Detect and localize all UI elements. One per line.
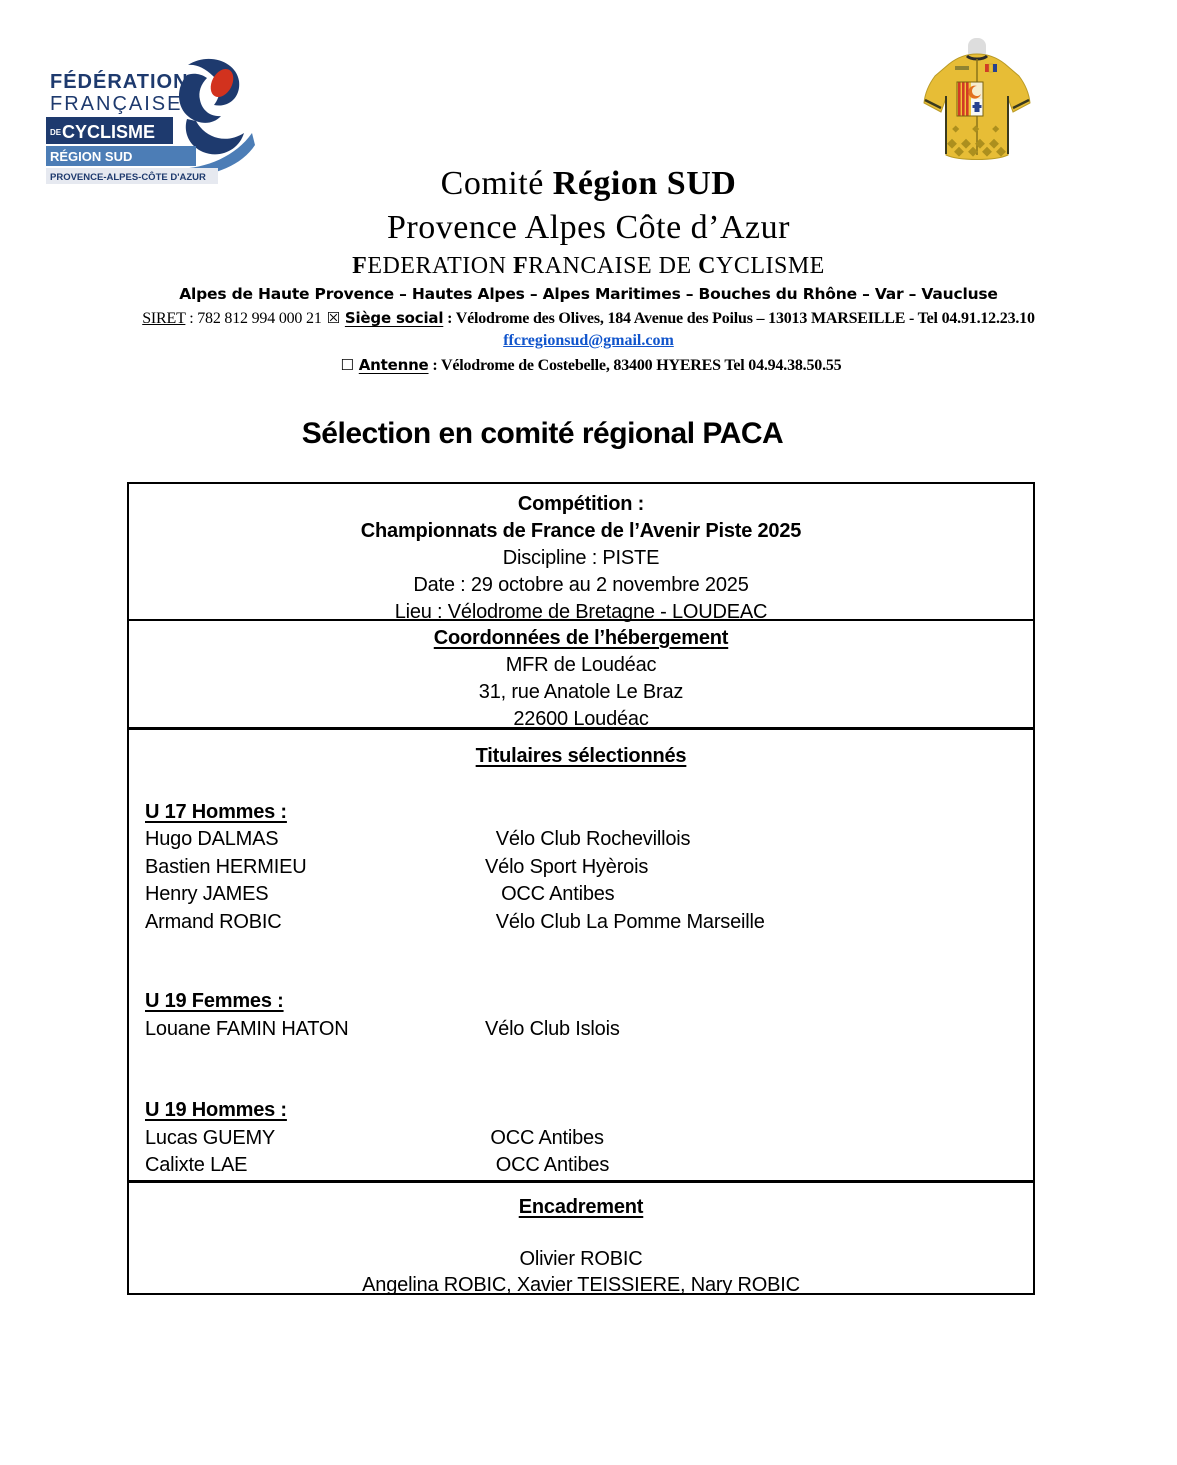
encadrement-line: Angelina ROBIC, Xavier TEISSIERE, Nary ROBIC (362, 1273, 800, 1296)
spacer (129, 1043, 1033, 1097)
checked-checkbox-icon: ☒ (326, 309, 340, 327)
titulaires-section (129, 730, 1033, 1183)
logo-federation-text: FÉDÉRATION (50, 71, 189, 93)
selection-table (127, 482, 1035, 1295)
antenne-line (0, 352, 1177, 379)
rider-row (129, 881, 1033, 909)
siege-social-address: : Vélodrome des Olives, 184 Avenue des Poilus – 13013 MARSEILLE - Tel 04.91.12.23.10 (443, 310, 1035, 327)
encadrement-title: Encadrement (518, 1195, 644, 1218)
departments-line: Alpes de Haute Provence – Hautes Alpes – Alpes Maritimes – Bouches du Rhône – Var – Vaucluse (179, 285, 998, 303)
rider-club: Vélo Club La Pomme Marseille (485, 910, 765, 933)
logo-francaise-text: FRANÇAISE (50, 93, 183, 115)
competition-lieu: Lieu : Vélodrome de Bretagne - LOUDEAC (394, 601, 768, 623)
committee-title-regular: Comité (440, 165, 553, 202)
rider-name: Lucas GUEMY (145, 1126, 276, 1149)
rider-name: Armand ROBIC (145, 910, 282, 933)
rider-row (129, 909, 1033, 937)
rider-club: Vélo Club Rochevillois (485, 828, 691, 850)
hebergement-line: 31, rue Anatole Le Braz (478, 681, 684, 703)
competition-label: Compétition : (517, 493, 645, 515)
rider-name: Henry JAMES (145, 883, 269, 905)
logo-paca-text: PROVENCE-ALPES-CÔTE D'AZUR (50, 172, 206, 183)
siret-value: : 782 812 994 000 21 (185, 310, 322, 327)
jersey-graphic (913, 36, 1041, 170)
federation-line: FEDERATION FRANCAISE DE CYCLISME (352, 253, 825, 279)
hebergement-title: Coordonnées de l’hébergement (433, 627, 729, 649)
hebergement-section (129, 621, 1033, 730)
logo-region-sud-text: RÉGION SUD (50, 149, 133, 164)
rider-row (129, 1125, 1033, 1153)
rider-row (129, 1152, 1033, 1180)
logo-cyclisme-text: CYCLISME (62, 122, 156, 142)
committee-title (0, 162, 1177, 205)
antenne-address: : Vélodrome de Costebelle, 83400 HYERES Tel 04.94.38.50.55 (428, 357, 842, 374)
rider-club: Vélo Club Islois (485, 1017, 620, 1040)
paca-shield (957, 82, 983, 116)
group-label-u19-hommes: U 19 Hommes : (145, 1099, 287, 1121)
letterhead (0, 162, 1177, 379)
committee-title-bold: Région SUD (552, 165, 737, 202)
competition-name: Championnats de France de l’Avenir Piste 2025 (360, 520, 802, 542)
spacer (129, 771, 1033, 799)
rider-club: OCC Antibes (485, 883, 615, 905)
siret-label: SIRET (142, 310, 186, 327)
competition-date: Date : 29 octobre au 2 novembre 2025 (413, 574, 749, 596)
rider-row (129, 1016, 1033, 1044)
titulaires-title: Titulaires sélectionnés (475, 745, 687, 767)
rider-club: OCC Antibes (485, 1154, 610, 1176)
rider-name: Hugo DALMAS (145, 828, 279, 850)
page-title: Sélection en comité régional PACA (301, 417, 784, 450)
siege-social-label: Siège social (344, 309, 444, 327)
hebergement-line: 22600 Loudéac (513, 708, 649, 730)
spacer (129, 1220, 1033, 1246)
group-label-u17-hommes: U 17 Hommes : (145, 800, 287, 823)
siret-line (0, 307, 1177, 330)
empty-checkbox-icon: ☐ (340, 356, 354, 374)
antenne-label: Antenne (358, 356, 429, 374)
logo-de-text: DE (50, 128, 62, 137)
rider-name: Calixte LAE (145, 1154, 248, 1176)
rider-row (129, 854, 1033, 882)
rider-club: OCC Antibes (485, 1126, 604, 1149)
rider-name: Louane FAMIN HATON (145, 1017, 349, 1040)
rider-row (129, 826, 1033, 854)
encadrement-line: Olivier ROBIC (519, 1247, 643, 1270)
paca-jersey-image (913, 36, 1041, 170)
spacer (129, 936, 1033, 988)
competition-discipline: Discipline : PISTE (502, 547, 660, 569)
encadrement-section (129, 1183, 1033, 1298)
rider-name: Bastien HERMIEU (145, 855, 307, 878)
committee-subtitle: Provence Alpes Côte d’Azur (387, 209, 790, 246)
hebergement-line: MFR de Loudéac (505, 654, 657, 676)
rider-club: Vélo Sport Hyèrois (485, 855, 649, 878)
competition-section (129, 484, 1033, 621)
email-line (0, 330, 1177, 352)
email-link[interactable]: ffcregionsud@gmail.com (503, 332, 674, 349)
group-label-u19-femmes: U 19 Femmes : (145, 990, 284, 1012)
